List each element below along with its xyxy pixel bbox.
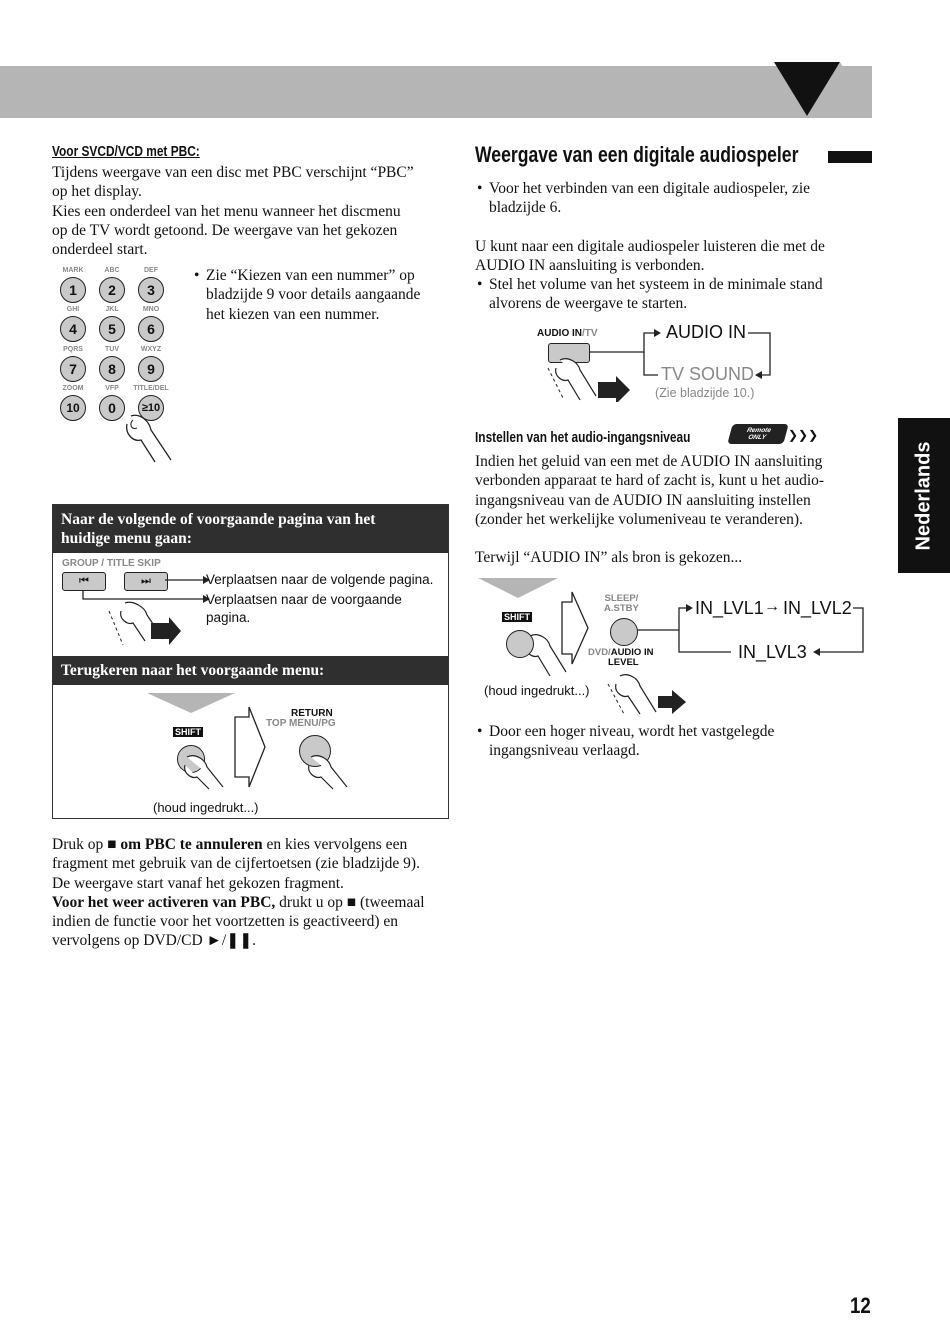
title-bar-mark bbox=[828, 151, 872, 163]
key-2[interactable]: 2 bbox=[99, 277, 125, 303]
audio-in-display: AUDIO IN bbox=[666, 322, 747, 342]
key-label: DEF bbox=[144, 267, 158, 274]
hold-text: (houd ingedrukt...) bbox=[153, 800, 259, 815]
pressing-finger-icon bbox=[183, 751, 233, 791]
audio-in-level-button[interactable] bbox=[610, 618, 638, 646]
header-band bbox=[0, 66, 872, 118]
key-10[interactable]: 10 bbox=[60, 395, 86, 421]
svcd-heading: Voor SVCD/VCD met PBC: bbox=[52, 144, 200, 160]
svcd-paragraph: Tijdens weergave van een disc met PBC verschijnt “PBC” op het display. Kies een onderdeel van het menu wanneer het discmenu op de TV wordt getoond. De weergave van het gekozen onderdeel start. bbox=[52, 164, 414, 259]
shift-label: SHIFT bbox=[175, 727, 201, 737]
key-0[interactable]: 0 bbox=[99, 395, 125, 421]
pressing-finger-icon bbox=[125, 414, 175, 464]
skip-arrows bbox=[53, 505, 213, 655]
level-3: IN_LVL3 bbox=[738, 642, 807, 662]
audio-in-level-label: DVD/AUDIO IN LEVEL bbox=[588, 647, 654, 668]
remote-only-badge: Remote ONLY bbox=[727, 424, 788, 444]
key-label: TUV bbox=[105, 346, 119, 353]
language-side-tab: Nederlands bbox=[898, 418, 950, 573]
key-label: TITLE/DEL bbox=[133, 385, 169, 392]
key-8[interactable]: 8 bbox=[99, 356, 125, 382]
key-label: MARK bbox=[62, 267, 84, 274]
top-menu-label: TOP MENU/PG bbox=[266, 718, 336, 729]
key-7[interactable]: 7 bbox=[60, 356, 86, 382]
see-page-note: (Zie bladzijde 10.) bbox=[655, 386, 755, 400]
hold-text: (houd ingedrukt...) bbox=[484, 683, 590, 698]
remote-signal-icon: ❯❯❯ bbox=[788, 428, 819, 442]
shift-label: SHIFT bbox=[504, 612, 530, 622]
key-1[interactable]: 1 bbox=[60, 277, 86, 303]
key-ge10[interactable]: ≥10 bbox=[138, 395, 164, 421]
level-1: IN_LVL1 bbox=[695, 598, 764, 618]
skip-previous-icon: ⏮ bbox=[79, 575, 89, 587]
key-9[interactable]: 9 bbox=[138, 356, 164, 382]
skip-next-icon: ⏭ bbox=[141, 575, 151, 587]
right-intro: • Voor het verbinden van een digitale audiospeler, zie bladzijde 6. U kunt naar een digitale audiospeler luisteren die met de AUDIO IN aansluiting is verbonden. • Stel het volume van het systeem in de minimale stand alvorens de weergave te starten. bbox=[475, 179, 875, 314]
key-5[interactable]: 5 bbox=[99, 316, 125, 342]
key-6[interactable]: 6 bbox=[138, 316, 164, 342]
key-label: VFP bbox=[105, 385, 119, 392]
key-3[interactable]: 3 bbox=[138, 277, 164, 303]
key-label: ZOOM bbox=[62, 385, 84, 392]
key-label: JKL bbox=[105, 306, 119, 313]
level-2: IN_LVL2 bbox=[783, 598, 852, 618]
level-note: • Door een hoger niveau, wordt het vastgelegde ingangsniveau verlaagd. bbox=[475, 722, 875, 761]
audio-in-tv-label: AUDIO IN/TV bbox=[537, 328, 598, 339]
group-title-skip-label: GROUP / TITLE SKIP bbox=[62, 558, 161, 569]
pressing-finger-icon bbox=[307, 751, 357, 791]
key-label: WXYZ bbox=[140, 346, 162, 353]
key-4[interactable]: 4 bbox=[60, 316, 86, 342]
header-triangle-icon bbox=[774, 60, 874, 122]
pbc-cancel-paragraph: Druk op ■ om PBC te annuleren en kies vervolgens een fragment met gebruik van de cijfertoetsen (zie bladzijde 9). De weergave start vanaf het gekozen fragment. Voor het weer activeren van PBC, drukt u op ■ (tweemaal indien de functie voor het voortzetten is geactiveerd) en vervolgens op DVD/CD ►/❚❚. bbox=[52, 836, 425, 950]
box1-heading: Naar de volgende of voorgaande pagina van het huidige menu gaan: bbox=[53, 505, 448, 553]
level-paragraph: Indien het geluid van een met de AUDIO IN aansluiting verbonden apparaat te hard of zacht is, kunt u het audio- ingangsniveau van de AUDIO IN aansluiting instellen (zonder het werkelijke volumeniveau te veranderen). Terwijl “AUDIO IN” als bron is gekozen... bbox=[475, 453, 825, 567]
shift-button[interactable] bbox=[506, 630, 534, 658]
key-label: ABC bbox=[104, 267, 120, 274]
key-label: MNO bbox=[142, 306, 160, 313]
box2-heading: Terugkeren naar het voorgaande menu: bbox=[53, 656, 448, 685]
pbc-menu-box bbox=[52, 504, 449, 819]
arrow-right-icon: → bbox=[764, 598, 780, 615]
page-number: 12 bbox=[850, 1293, 871, 1318]
level-heading: Instellen van het audio-ingangsniveau bbox=[475, 430, 691, 446]
number-keypad bbox=[45, 264, 185, 464]
tv-sound-display: TV SOUND bbox=[661, 364, 755, 384]
keypad-note: • Zie “Kiezen van een nummer” op bladzijde 9 voor details aangaande het kiezen van een nummer. bbox=[192, 266, 452, 324]
return-label: RETURN bbox=[291, 708, 333, 719]
skip-prev-text: Verplaatsen naar de voorgaande pagina. bbox=[206, 592, 402, 625]
key-label: PQRS bbox=[63, 346, 83, 353]
sleep-label: SLEEP/ A.STBY bbox=[604, 593, 639, 614]
section-title: Weergave van een digitale audiospeler bbox=[475, 142, 799, 167]
key-label: GHI bbox=[66, 306, 80, 313]
skip-next-text: Verplaatsen naar de volgende pagina. bbox=[206, 572, 434, 587]
